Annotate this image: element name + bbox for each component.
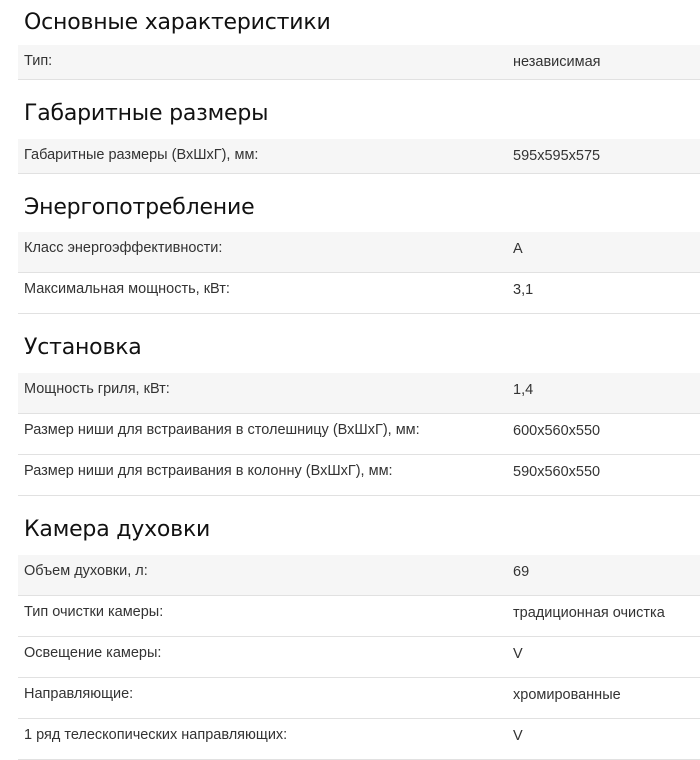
spec-label: Размер ниши для встраивания в колонну (ВхШхГ), мм: [24,463,393,479]
spec-label: Размер ниши для встраивания в столешницу (ВхШхГ), мм: [24,422,420,438]
spec-row [18,678,700,719]
spec-row [18,139,700,174]
spec-row [18,232,700,273]
spec-value: 600x560x550 [513,423,601,439]
spec-label: Освещение камеры: [24,645,162,661]
spec-row [18,373,700,414]
spec-label: Направляющие: [24,686,134,702]
spec-value: хромированные [513,687,621,703]
spec-value: 3,1 [513,282,534,298]
spec-value: независимая [513,54,601,70]
spec-value: 590x560x550 [513,464,601,480]
spec-value: 1,4 [513,382,534,398]
spec-label: Габаритные размеры (ВхШхГ), мм: [24,147,259,163]
spec-value: 69 [513,564,530,580]
spec-label: 1 ряд телескопических направляющих: [24,727,288,743]
spec-label: Класс энергоэффективности: [24,240,223,256]
specifications-table [18,0,700,760]
spec-value: V [513,646,523,662]
section-title-oven-chamber: Камера духовки [24,517,211,542]
spec-row [18,455,700,496]
spec-value: традиционная очистка [513,605,665,621]
spec-label: Объем духовки, л: [24,563,148,579]
spec-value: 595x595x575 [513,148,601,164]
spec-label: Тип: [24,53,53,69]
spec-row [18,273,700,314]
spec-row [18,596,700,637]
spec-row [18,719,700,760]
spec-label: Мощность гриля, кВт: [24,381,170,397]
spec-value: A [513,241,523,257]
section-title-energy: Энергопотребление [24,194,255,220]
section-title-main-characteristics: Основные характеристики [24,10,331,35]
section-title-dimensions: Габаритные размеры [24,101,269,126]
spec-row [18,45,700,80]
spec-row [18,637,700,678]
spec-row [18,414,700,455]
section-title-installation: Установка [24,335,142,360]
spec-value: V [513,728,523,744]
spec-label: Тип очистки камеры: [24,604,164,620]
spec-row [18,555,700,596]
spec-label: Максимальная мощность, кВт: [24,281,230,297]
